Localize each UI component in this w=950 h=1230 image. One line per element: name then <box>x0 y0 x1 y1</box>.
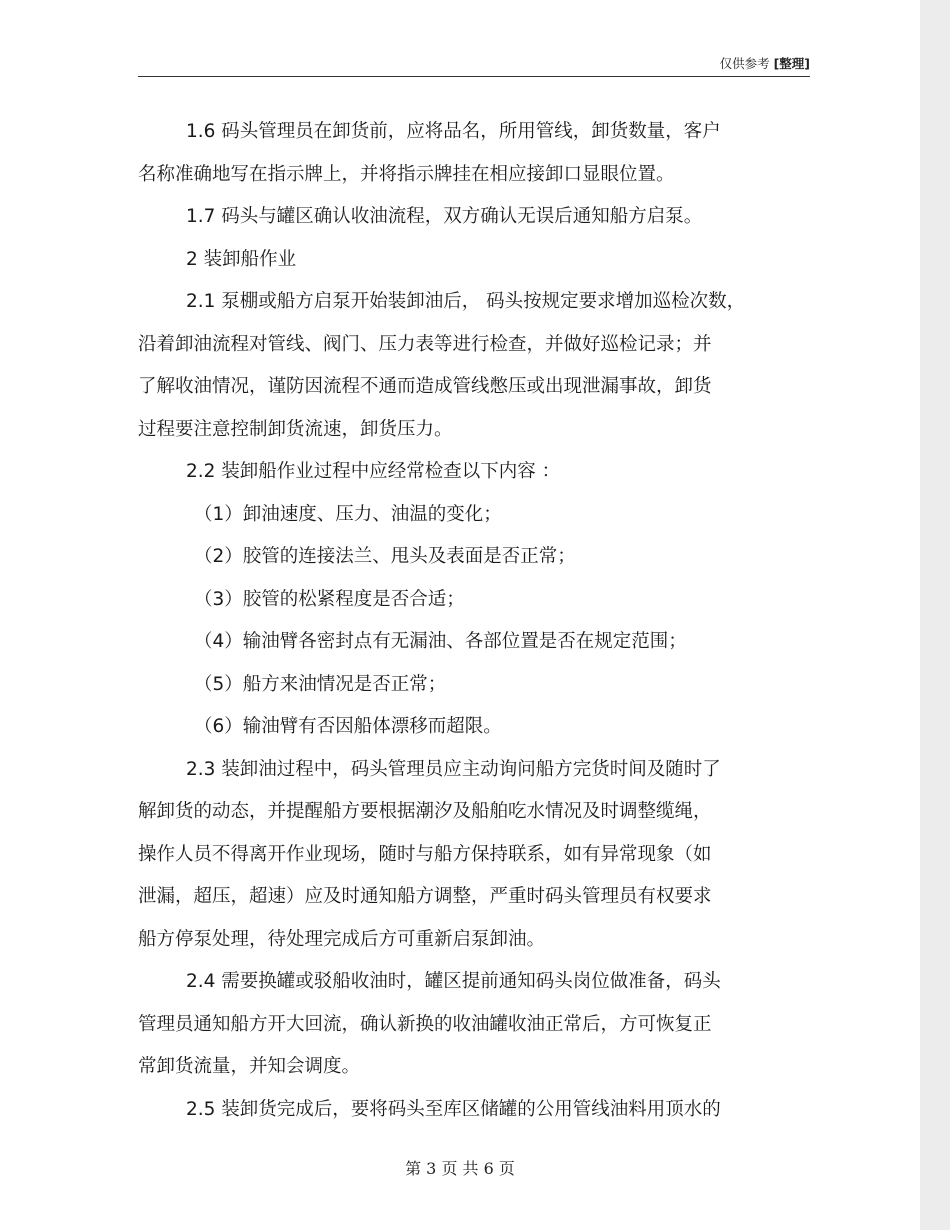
text-line: 船方停泵处理，待处理完成后方可重新启泵卸油。 <box>138 928 546 950</box>
text-line: 操作人员不得离开作业现场，随时与船方保持联系，如有异常现象（如 <box>138 843 712 865</box>
text-line: 沿着卸油流程对管线、阀门、压力表等进行检查，并做好巡检记录；并 <box>138 333 712 355</box>
text-line: 2.2 装卸船作业过程中应经常检查以下内容 ： <box>186 461 561 482</box>
text-line: 2.5 装卸货完成后，要将码头至库区储罐的公用管线油料用顶水的 <box>186 1098 721 1120</box>
text-line: （4）输油臂各密封点有无漏油、各部位置是否在规定范围； <box>194 631 687 652</box>
text-line: 2.3 装卸油过程中，码头管理员应主动询问船方完货时间及随时了 <box>186 758 721 780</box>
text-line: （3）胶管的松紧程度是否合适； <box>194 588 465 610</box>
page-header <box>138 54 810 72</box>
text-line: （1）卸油速度、压力、油温的变化； <box>194 503 502 525</box>
text-line: 了解收油情况，谨防因流程不通而造成管线憋压或出现泄漏事故，卸货 <box>138 376 712 397</box>
text-line: 泄漏，超压，超速）应及时通知船方调整，严重时码头管理员有权要求 <box>138 886 712 907</box>
text-line: （2）胶管的连接法兰、甩头及表面是否正常； <box>194 546 576 567</box>
viewer-margin <box>920 0 950 1230</box>
page-footer: 第 3 页 共 6 页 <box>405 1159 515 1178</box>
text-line: 管理员通知船方开大回流，确认新换的收油罐收油正常后，方可恢复正 <box>138 1013 712 1035</box>
text-line: （5）船方来油情况是否正常； <box>194 673 447 695</box>
header-divider <box>138 76 810 77</box>
text-line: 2 装卸船作业 <box>186 248 297 270</box>
text-line: （6）输油臂有否因船体漂移而超限。 <box>194 716 502 737</box>
header-tag: [整理] <box>773 56 810 71</box>
text-line: 2.1 泵棚或船方启泵开始装卸油后， 码头按规定要求增加巡检次数， <box>186 291 746 312</box>
text-line: 常卸货流量，并知会调度。 <box>138 1056 361 1077</box>
document-body <box>138 111 788 1131</box>
text-line: 过程要注意控制卸货流速，卸货压力。 <box>138 418 453 440</box>
text-line: 解卸货的动态，并提醒船方要根据潮汐及船舶吃水情况及时调整缆绳， <box>138 801 712 822</box>
text-line: 1.7 码头与罐区确认收油流程，双方确认无误后通知船方启泵。 <box>186 206 703 227</box>
text-line: 名称准确地写在指示牌上，并将指示牌挂在相应接卸口显眼位置。 <box>138 163 675 185</box>
text-line: 2.4 需要换罐或驳船收油时，罐区提前通知码头岗位做准备，码头 <box>186 971 721 992</box>
text-line: 1.6 码头管理员在卸货前，应将品名，所用管线，卸货数量，客户 <box>186 121 721 142</box>
header-note: 仅供参考 <box>719 56 770 71</box>
